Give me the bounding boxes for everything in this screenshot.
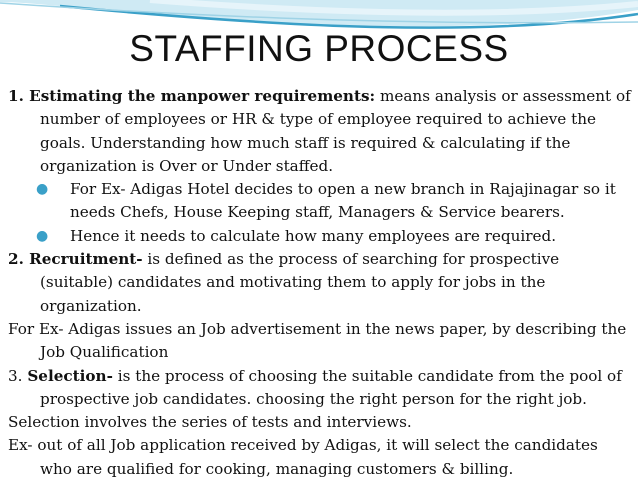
paragraph-recruitment-example: For Ex- Adigas issues an Job advertisement in the news paper, by describing the Job Qualification <box>8 319 627 362</box>
heading-selection: Selection- <box>27 366 113 385</box>
bullet-text: For Ex- Adigas Hotel decides to open a new branch in Rajajinagar so it needs Chefs, House Keeping staff, Managers & Service bearers. <box>70 180 616 222</box>
paragraph-selection-example: Ex- out of all Job application received by Adigas, it will select the candidates who are qualified for cooking, managing customers & billing. <box>8 436 598 478</box>
heading-recruitment: 2. Recruitment- <box>8 250 143 269</box>
text-recruitment: is defined as the process of searching for prospective (suitable) candidates and motivating them to apply for jobs in the organization. <box>40 250 560 315</box>
bullet-text: Hence it needs to calculate how many employees are required. <box>70 226 557 245</box>
selection-number: 3. <box>8 366 28 385</box>
paragraph-recruitment <box>8 248 634 318</box>
text-selection: is the process of choosing the suitable candidate from the pool of prospective job candidates. choosing the right person for the right job. <box>40 366 622 408</box>
bullet-icon: ● <box>36 227 49 244</box>
bullet-item <box>8 178 634 225</box>
slide-title: STAFFING PROCESS <box>129 28 509 69</box>
paragraph-selection <box>8 365 634 412</box>
bullet-item <box>8 225 634 248</box>
bullet-icon: ● <box>36 181 49 198</box>
paragraph-selection-tests: Selection involves the series of tests and interviews. <box>8 413 412 432</box>
text-estimating: means analysis or assessment of number of employees or HR & type of employee required to achieve the goals. Understanding how much staff is required & calculating if the organization is Over or Under staffed. <box>40 87 631 175</box>
heading-estimating: 1. Estimating the manpower requirements: <box>8 87 376 105</box>
paragraph-estimating <box>8 85 634 178</box>
slide-body <box>8 85 634 478</box>
